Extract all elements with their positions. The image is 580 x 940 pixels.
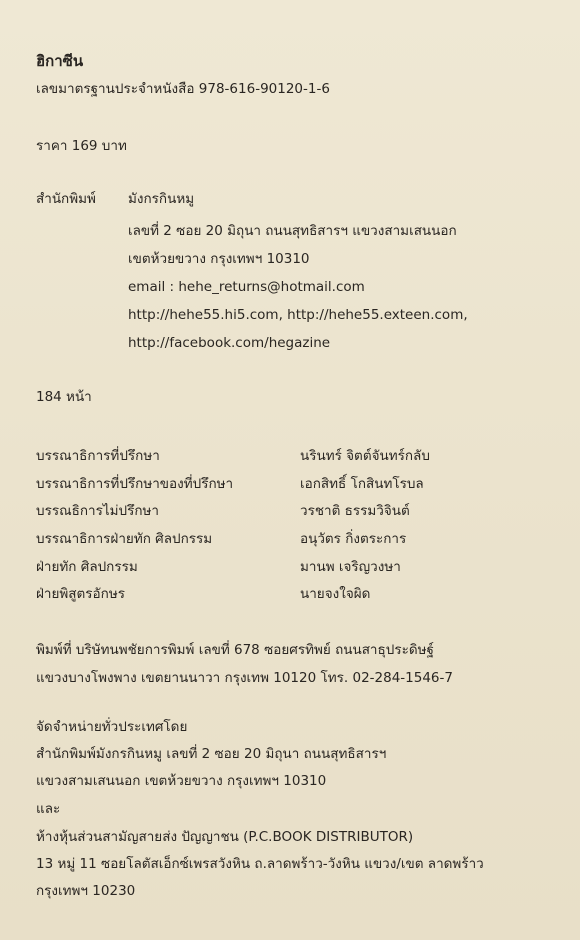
distribution-line-4: และ (36, 801, 61, 817)
credit-person: เอกสิทธิ์ โกสินทโรบล (300, 476, 424, 492)
credit-role: บรรณธิการไม่ปรึกษา (36, 503, 160, 519)
page-count: 184 หน้า (36, 389, 92, 405)
publisher-email: email : hehe_returns@hotmail.com (128, 279, 365, 295)
distribution-line-2: สำนักพิมพ์มังกรกินหมู เลขที่ 2 ซอย 20 มิถุนา ถนนสุทธิสารฯ (36, 746, 387, 762)
credit-role: ฝ่ายทัก ศิลปกรรม (36, 559, 138, 575)
credit-person: อนุวัตร กิ่งตระการ (300, 531, 407, 547)
publisher-address-2: เขตห้วยขวาง กรุงเทพฯ 10310 (128, 251, 310, 267)
credit-role: บรรณาธิการที่ปรึกษา (36, 448, 160, 464)
publisher-web-2: http://facebook.com/hegazine (128, 335, 331, 351)
credit-role: บรรณาธิการฝ่ายทัก ศิลปกรรม (36, 531, 213, 547)
printer-line-2: แขวงบางโพงพาง เขตยานนาวา กรุงเทพ 10120 โทร. 02-284-1546-7 (36, 670, 453, 686)
credit-person: วรชาติ ธรรมวิจินต์ (300, 503, 410, 519)
publisher-label: สำนักพิมพ์ (36, 191, 96, 207)
publisher-name: มังกรกินหมู (128, 191, 195, 207)
publisher-address-1: เลขที่ 2 ซอย 20 มิถุนา ถนนสุทธิสารฯ แขวงสามเสนนอก (128, 223, 457, 239)
price-line: ราคา 169 บาท (36, 138, 127, 154)
printer-line-1: พิมพ์ที่ บริษัทนพชัยการพิมพ์ เลขที่ 678 ซอยศรทิพย์ ถนนสาธุประดิษฐ์ (36, 642, 434, 658)
distribution-line-6: 13 หมู่ 11 ซอยโลตัสเอ็กซ์เพรสวังหิน ถ.ลาดพร้าว-วังหิน แขวง/เขต ลาดพร้าว (36, 856, 484, 872)
distribution-heading: จัดจำหน่ายทั่วประเทศโดย (36, 719, 188, 735)
credit-person: นายจงใจผิด (300, 586, 371, 602)
credit-role: บรรณาธิการที่ปรึกษาของที่ปรึกษา (36, 476, 234, 492)
distribution-line-7: กรุงเทพฯ 10230 (36, 883, 136, 899)
book-title: ฮิกาซีน (36, 52, 84, 70)
isbn-line: เลขมาตรฐานประจำหนังสือ 978-616-90120-1-6 (36, 81, 330, 97)
publisher-web-1: http://hehe55.hi5.com, http://hehe55.exteen.com, (128, 307, 468, 323)
credit-role: ฝ่ายพิสูตรอักษร (36, 586, 125, 602)
distribution-line-5: ห้างหุ้นส่วนสามัญสายส่ง ปัญญาชน (P.C.BOOK DISTRIBUTOR) (36, 829, 414, 845)
credit-person: นรินทร์ จิตต์จันทร์กลับ (300, 448, 430, 464)
distribution-line-3: แขวงสามเสนนอก เขตห้วยขวาง กรุงเทพฯ 10310 (36, 773, 327, 789)
credit-person: มานพ เจริญวงษา (300, 559, 401, 575)
